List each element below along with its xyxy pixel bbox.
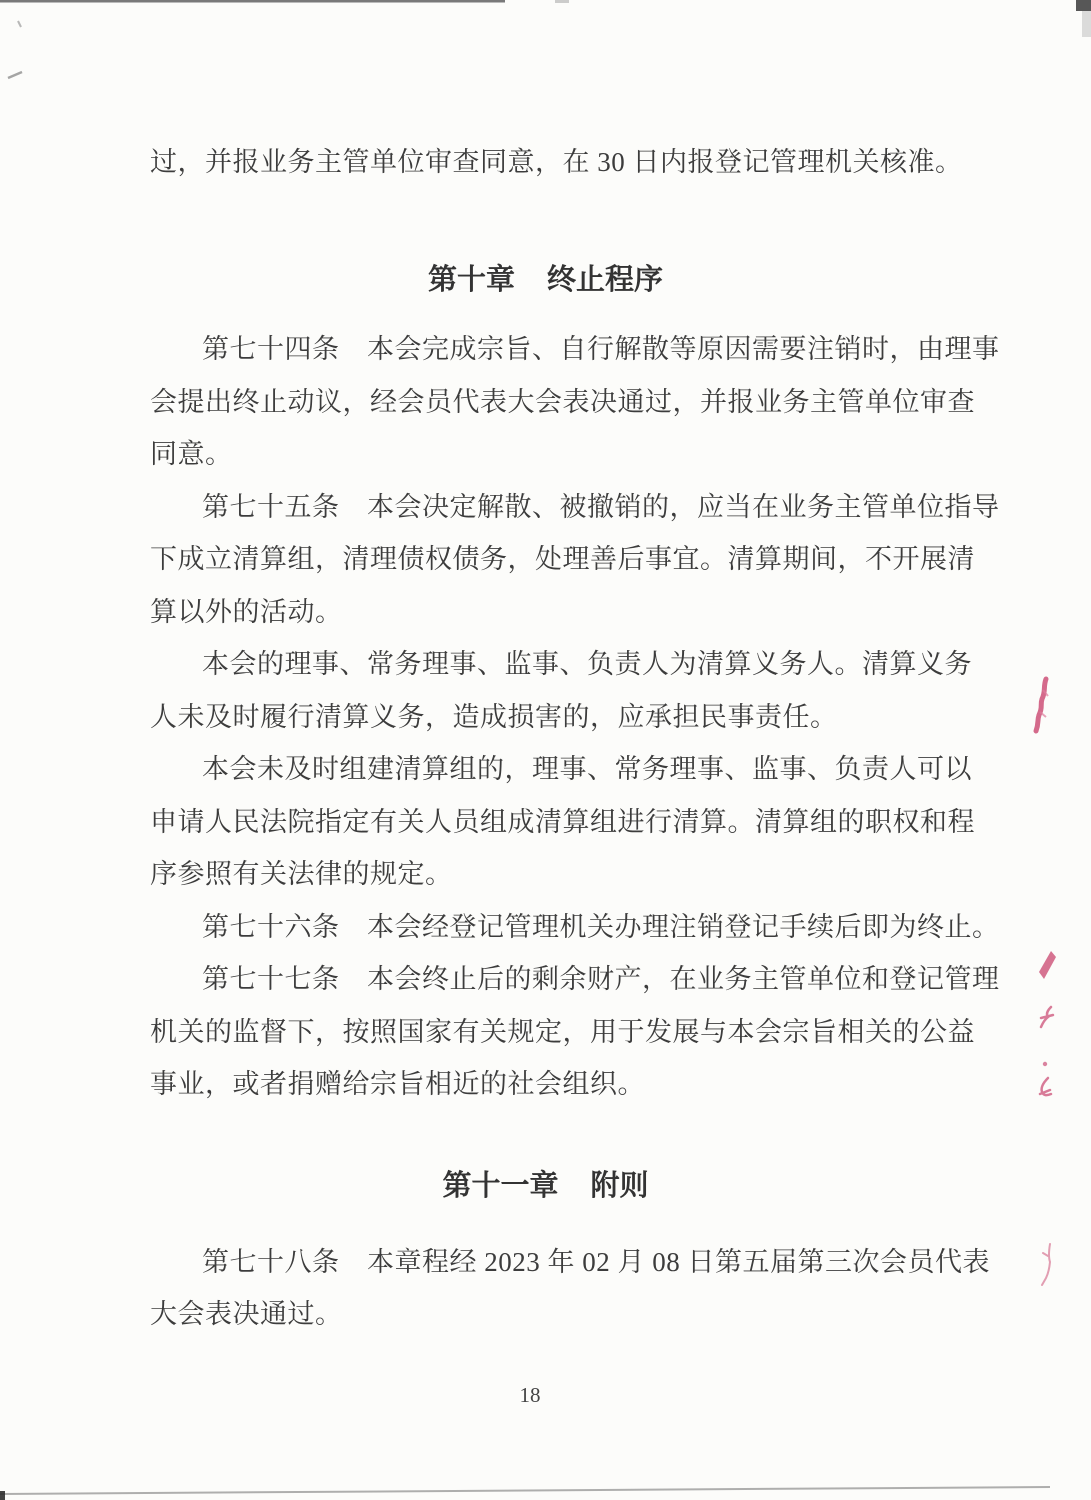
right-edge-shadow: [1082, 11, 1091, 37]
chapter-11-label: 第十一章: [442, 1170, 559, 1202]
bottom-left-corner-shadow: [0, 1491, 5, 1500]
pen-speck-icon: [18, 21, 21, 27]
article-76-line-1: 第七十六条 本会经登记管理机关办理注销登记手续后即为终止。: [202, 912, 1000, 942]
court-appointment-line-2: 申请人民法院指定有关人员组成清算组进行清算。清算组的职权和程: [150, 807, 975, 837]
article-77-line-2: 机关的监督下，按照国家有关规定，用于发展与本会宗旨相关的公益: [150, 1017, 975, 1047]
red-ink-streak-detail-icon: [1040, 690, 1048, 717]
article-78-line-1: 第七十八条 本章程经 2023 年 02 月 08 日第五届第三次会员代表: [202, 1247, 990, 1277]
article-77-line-1: 第七十七条 本会终止后的剩余财产，在业务主管单位和登记管理: [202, 964, 1000, 994]
article-74-line-3: 同意。: [150, 439, 233, 469]
chapter-10-label: 第十章: [428, 264, 516, 296]
article-74-line-2: 会提出终止动议，经会员代表大会表决通过，并报业务主管单位审查: [150, 387, 975, 417]
top-right-corner-shadow: [1076, 0, 1091, 11]
red-ink-curl-icon: [1040, 1078, 1051, 1095]
chapter-11-title: 附则: [590, 1170, 649, 1202]
red-ink-squiggle-icon: [1041, 1007, 1053, 1027]
red-ink-blob-icon: [1039, 951, 1056, 979]
article-78-line-2: 大会表决通过。: [150, 1299, 343, 1329]
liquidation-obligors-line-1: 本会的理事、常务理事、监事、负责人为清算义务人。清算义务: [202, 649, 972, 679]
article-75-line-1: 第七十五条 本会决定解散、被撤销的，应当在业务主管单位指导: [202, 492, 1000, 522]
liquidation-obligors-line-2: 人未及时履行清算义务，造成损害的，应承担民事责任。: [150, 702, 838, 732]
article-77-line-3: 事业，或者捐赠给宗旨相近的社会组织。: [150, 1069, 645, 1099]
court-appointment-line-1: 本会未及时组建清算组的，理事、常务理事、监事、负责人可以: [202, 754, 972, 784]
bottom-page-edge-line: [0, 1487, 1050, 1494]
chapter-10-heading: [0, 262, 1091, 298]
article-75-line-3: 算以外的活动。: [150, 597, 343, 627]
article-75-line-2: 下成立清算组，清理债权债务，处理善后事宜。清算期间，不开展清: [150, 544, 975, 574]
top-edge-speck: [555, 0, 569, 3]
top-edge-shadow: [0, 0, 505, 3]
continuation-line: 过，并报业务主管单位审查同意，在 30 日内报登记管理机关核准。: [150, 147, 963, 177]
page-number: 18: [519, 1383, 541, 1407]
red-ink-dot-icon: [1043, 1062, 1047, 1066]
chapter-10-title: 终止程序: [546, 264, 663, 296]
red-ink-faint-squiggle-icon: [1042, 1244, 1050, 1285]
article-74-line-1: 第七十四条 本会完成宗旨、自行解散等原因需要注销时，由理事: [202, 334, 1000, 364]
red-ink-streak-icon: [1036, 679, 1046, 731]
court-appointment-line-3: 序参照有关法律的规定。: [150, 859, 453, 889]
pen-dash-icon: [8, 72, 22, 78]
chapter-11-heading: [0, 1168, 1091, 1204]
